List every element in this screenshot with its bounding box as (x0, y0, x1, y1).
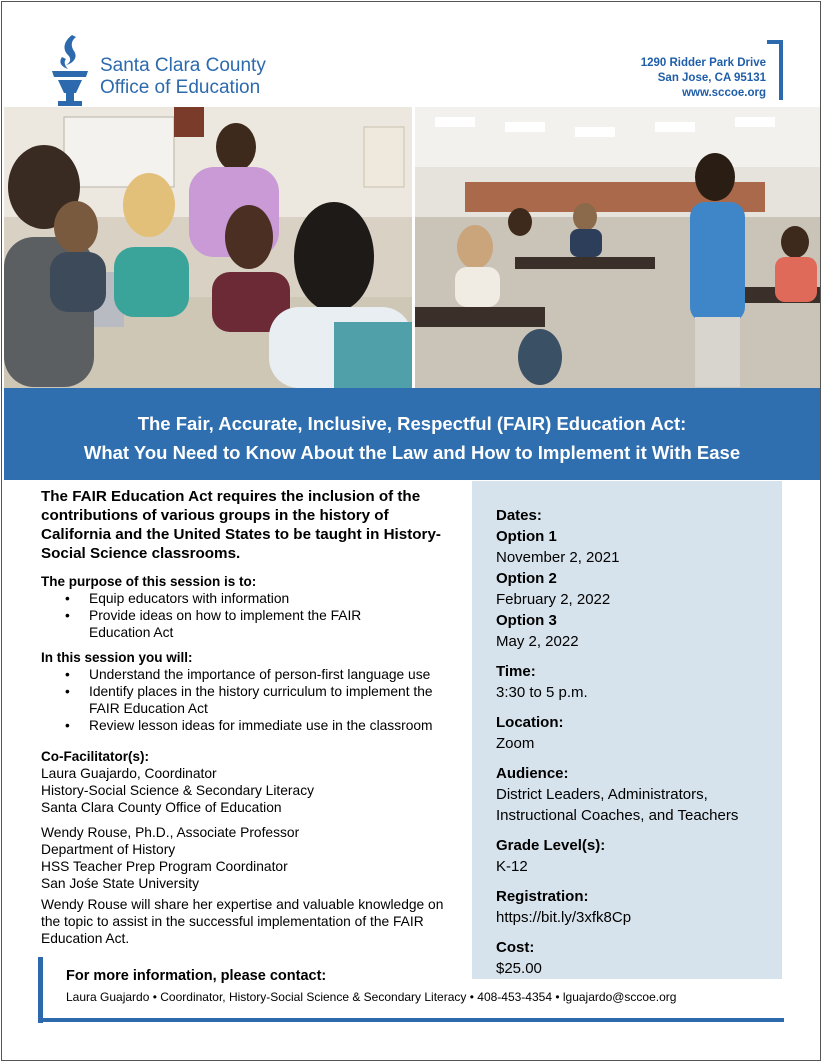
banner-title-line1: The Fair, Accurate, Inclusive, Respectful (FAIR) Education Act: (137, 413, 687, 434)
website-link[interactable]: www.sccoe.org (682, 87, 766, 99)
list-item: • Equip educators with information (89, 590, 461, 607)
facilitator2-name: Wendy Rouse, Ph.D., Associate Professor (41, 825, 300, 840)
event-details-box (472, 481, 782, 979)
description-column (41, 487, 461, 947)
torch-icon (50, 33, 90, 108)
option3-date: May 2, 2022 (496, 633, 579, 650)
dates-label: Dates: (496, 507, 542, 524)
students-collaborating-photo (4, 107, 412, 388)
registration-link[interactable]: https://bit.ly/3xfk8Cp (496, 909, 632, 926)
purpose-heading: The purpose of this session is to: (41, 574, 257, 589)
grade-label: Grade Level(s): (496, 837, 606, 854)
session-heading: In this session you will: (41, 650, 193, 665)
option2-label: Option 2 (496, 570, 557, 587)
grade-value: K-12 (496, 858, 528, 875)
banner-title-line2: What You Need to Know About the Law and How to Implement it With Ease (83, 442, 741, 463)
footer-accent-bar (38, 957, 43, 1023)
cost-label: Cost: (496, 939, 535, 956)
org-name-line1: Santa Clara County (100, 55, 266, 76)
list-item: • Identify places in the history curriculum to implement the FAIR Education Act (89, 683, 459, 717)
option3-label: Option 3 (496, 612, 557, 629)
footer-underline (38, 1018, 784, 1022)
contact-heading: For more information, please contact: (66, 968, 327, 984)
facilitator1-name: Laura Guajardo, Coordinator (41, 766, 217, 781)
facilitators-heading: Co-Facilitator(s): (41, 749, 149, 764)
org-name-line2: Office of Education (100, 77, 261, 98)
audience-line1: District Leaders, Administrators, (496, 786, 708, 803)
purpose-list (41, 590, 461, 641)
time-label: Time: (496, 663, 536, 680)
location-value: Zoom (496, 735, 535, 752)
facilitator2-role: HSS Teacher Prep Program Coordinator (41, 859, 288, 874)
location-label: Location: (496, 714, 564, 731)
option2-date: February 2, 2022 (496, 591, 611, 608)
contact-details: Laura Guajardo • Coordinator, History-Social Science & Secondary Literacy • 408-453-4354 • lguajardo@sccoe.org (66, 990, 677, 1004)
facilitator2-org: San Jośe State University (41, 876, 199, 891)
address-block (641, 56, 766, 101)
audience-line2: Instructional Coaches, and Teachers (496, 807, 739, 824)
masked-classroom-photo (415, 107, 820, 388)
sccoe-logo (50, 33, 280, 108)
session-list (41, 666, 461, 734)
address-bracket-decoration (767, 40, 783, 100)
facilitator2-dept: Department of History (41, 842, 176, 857)
cost-value: $25.00 (496, 960, 542, 977)
intro-paragraph: The FAIR Education Act requires the inclusion of the contributions of various groups in the history of California and the United States to be taught in History-Social Science classrooms. (41, 488, 441, 562)
list-item: • Review lesson ideas for immediate use in the classroom (89, 717, 461, 734)
facilitator1-org: Santa Clara County Office of Education (41, 800, 282, 815)
title-banner (4, 388, 820, 480)
option1-label: Option 1 (496, 528, 557, 545)
audience-label: Audience: (496, 765, 569, 782)
option1-date: November 2, 2021 (496, 549, 620, 566)
city-state-zip: San Jose, CA 95131 (657, 72, 766, 84)
list-item: • Understand the importance of person-first language use (89, 666, 461, 683)
registration-label: Registration: (496, 888, 589, 905)
time-value: 3:30 to 5 p.m. (496, 684, 588, 701)
facilitator1-dept: History-Social Science & Secondary Literacy (41, 783, 314, 798)
closing-paragraph: Wendy Rouse will share her expertise and valuable knowledge on the topic to assist in the successful implementation of the FAIR Education Act. (41, 897, 444, 946)
street-address: 1290 Ridder Park Drive (640, 57, 766, 69)
list-item: • Provide ideas on how to implement the FAIR Education Act (89, 607, 409, 641)
